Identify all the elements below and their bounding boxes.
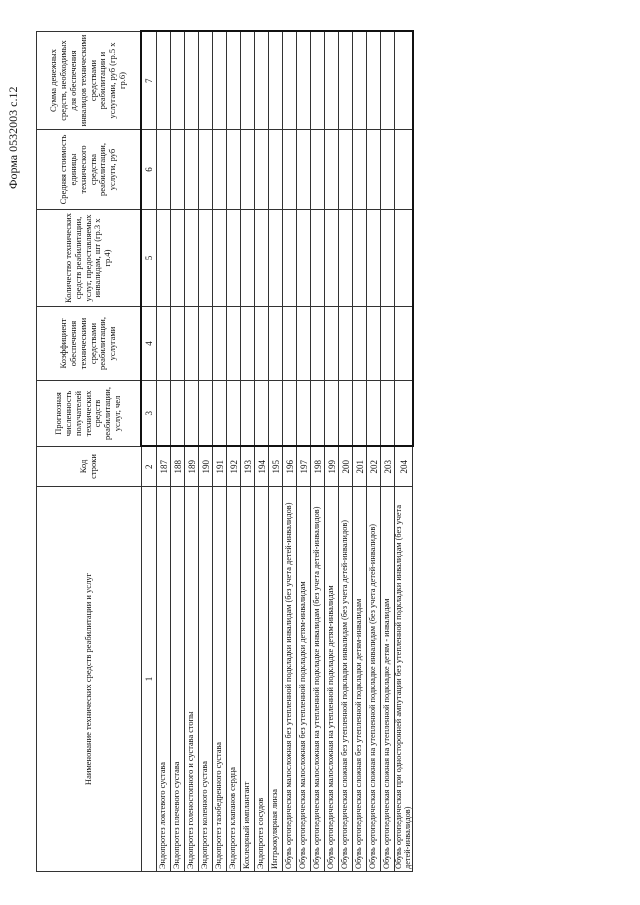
row-code: 196	[283, 447, 297, 487]
empty-cell	[395, 130, 413, 210]
empty-cell	[269, 32, 283, 130]
col-number: 5	[141, 210, 157, 307]
empty-cell	[339, 307, 353, 381]
row-code: 197	[297, 447, 311, 487]
row-name: Обувь ортопедическая сложная на утепленной подкладке детям - инвалидам	[381, 487, 395, 872]
empty-cell	[381, 307, 395, 381]
empty-cell	[185, 32, 199, 130]
empty-cell	[185, 307, 199, 381]
empty-cell	[325, 307, 339, 381]
empty-cell	[395, 32, 413, 130]
table-row	[255, 32, 269, 872]
empty-cell	[325, 210, 339, 307]
empty-cell	[311, 130, 325, 210]
empty-cell	[353, 210, 367, 307]
row-code: 188	[171, 447, 185, 487]
row-name: Обувь ортопедическая сложная без утепленной подкладки инвалидам (без учета детей-инвалидов)	[339, 487, 353, 872]
row-code: 204	[395, 447, 413, 487]
empty-cell	[171, 210, 185, 307]
empty-cell	[297, 381, 311, 447]
header-code: Код строки	[37, 447, 142, 487]
empty-cell	[381, 32, 395, 130]
empty-cell	[227, 307, 241, 381]
table-body	[157, 32, 413, 872]
row-name: Эндопротез сосудов	[255, 487, 269, 872]
empty-cell	[185, 381, 199, 447]
empty-cell	[199, 32, 213, 130]
row-name: Эндопротез клапанов сердца	[227, 487, 241, 872]
table-row	[395, 32, 413, 872]
empty-cell	[325, 32, 339, 130]
table-row	[199, 32, 213, 872]
row-code: 189	[185, 447, 199, 487]
empty-cell	[241, 307, 255, 381]
empty-cell	[157, 32, 171, 130]
table-row	[213, 32, 227, 872]
report-table	[36, 31, 414, 873]
empty-cell	[269, 130, 283, 210]
table-row	[283, 32, 297, 872]
empty-cell	[367, 381, 381, 447]
table-row	[241, 32, 255, 872]
empty-cell	[185, 210, 199, 307]
header-avg-cost: Средняя стоимость единицы технического средства реабилитации, услуги, руб	[37, 130, 142, 210]
empty-cell	[199, 307, 213, 381]
empty-cell	[255, 130, 269, 210]
table-row	[325, 32, 339, 872]
empty-cell	[199, 130, 213, 210]
column-number-row	[141, 32, 157, 872]
row-code: 198	[311, 447, 325, 487]
row-name: Эндопротез плечевого сустава	[171, 487, 185, 872]
empty-cell	[367, 32, 381, 130]
empty-cell	[395, 381, 413, 447]
empty-cell	[339, 130, 353, 210]
empty-cell	[283, 130, 297, 210]
empty-cell	[241, 210, 255, 307]
empty-cell	[367, 130, 381, 210]
row-name: Обувь ортопедическая малосложная на утепленной подкладке инвалидам (без учета детей-инвалидов)	[311, 487, 325, 872]
empty-cell	[311, 210, 325, 307]
header-coefficient: Коэффициент обеспечения техническими средствами реабилитации, услугами	[37, 307, 142, 381]
empty-cell	[213, 130, 227, 210]
row-name: Обувь ортопедическая при односторонней ампутации без утепленной подкладки инвалидам (без учета детей-инвалидов)	[395, 487, 413, 872]
empty-cell	[297, 32, 311, 130]
empty-cell	[255, 307, 269, 381]
row-code: 195	[269, 447, 283, 487]
row-name: Обувь ортопедическая сложная без утепленной подкладки детям-инвалидам	[353, 487, 367, 872]
table-row	[297, 32, 311, 872]
row-name: Кохлеарный имплантант	[241, 487, 255, 872]
empty-cell	[157, 307, 171, 381]
empty-cell	[157, 130, 171, 210]
empty-cell	[171, 130, 185, 210]
row-name: Обувь ортопедическая малосложная на утепленной подкладке детям-инвалидам	[325, 487, 339, 872]
empty-cell	[241, 130, 255, 210]
empty-cell	[213, 210, 227, 307]
row-name: Эндопротез тазобедренного сустава	[213, 487, 227, 872]
row-code: 190	[199, 447, 213, 487]
empty-cell	[227, 210, 241, 307]
col-number: 1	[141, 487, 157, 872]
empty-cell	[311, 381, 325, 447]
header-total-sum: Сумма денежных средств, необходимых для обеспечения инвалидов техническими средствами реабилитации и услугами, руб (гр.5 х гр.6)	[37, 32, 142, 130]
empty-cell	[297, 307, 311, 381]
empty-cell	[283, 210, 297, 307]
empty-cell	[241, 381, 255, 447]
table-row	[157, 32, 171, 872]
empty-cell	[269, 307, 283, 381]
empty-cell	[325, 381, 339, 447]
row-name: Интраокулярная линза	[269, 487, 283, 872]
row-code: 193	[241, 447, 255, 487]
empty-cell	[353, 130, 367, 210]
row-code: 191	[213, 447, 227, 487]
empty-cell	[171, 307, 185, 381]
table-row	[311, 32, 325, 872]
row-name: Эндопротез голеностопного и сустава стопы	[185, 487, 199, 872]
row-name: Обувь ортопедическая сложная на утепленной подкладке инвалидам (без учета детей-инвалидов)	[367, 487, 381, 872]
table-row	[227, 32, 241, 872]
empty-cell	[395, 210, 413, 307]
empty-cell	[213, 381, 227, 447]
row-code: 194	[255, 447, 269, 487]
table-row	[269, 32, 283, 872]
empty-cell	[311, 32, 325, 130]
row-name: Обувь ортопедическая малосложная без утепленной подкладки детям-инвалидам	[297, 487, 311, 872]
col-number: 7	[141, 32, 157, 130]
empty-cell	[381, 130, 395, 210]
empty-cell	[255, 32, 269, 130]
row-name: Эндопротез локтевого сустава	[157, 487, 171, 872]
empty-cell	[381, 210, 395, 307]
empty-cell	[283, 307, 297, 381]
empty-cell	[339, 381, 353, 447]
empty-cell	[227, 130, 241, 210]
row-code: 187	[157, 447, 171, 487]
empty-cell	[227, 32, 241, 130]
empty-cell	[367, 307, 381, 381]
empty-cell	[367, 210, 381, 307]
row-name: Эндопротез коленного сустава	[199, 487, 213, 872]
empty-cell	[213, 32, 227, 130]
empty-cell	[381, 381, 395, 447]
empty-cell	[157, 210, 171, 307]
empty-cell	[283, 381, 297, 447]
table-row	[339, 32, 353, 872]
table-row	[171, 32, 185, 872]
col-number: 6	[141, 130, 157, 210]
row-name: Обувь ортопедическая малосложная без утепленной подкладки инвалидам (без учета детей-инвалидов)	[283, 487, 297, 872]
empty-cell	[171, 32, 185, 130]
empty-cell	[283, 32, 297, 130]
empty-cell	[227, 381, 241, 447]
row-code: 200	[339, 447, 353, 487]
row-code: 203	[381, 447, 395, 487]
header-row	[37, 32, 142, 872]
col-number: 3	[141, 381, 157, 447]
col-number: 4	[141, 307, 157, 381]
empty-cell	[297, 210, 311, 307]
form-label: Форма 0532003 с.12	[6, 86, 20, 189]
row-code: 201	[353, 447, 367, 487]
empty-cell	[339, 32, 353, 130]
empty-cell	[339, 210, 353, 307]
empty-cell	[199, 381, 213, 447]
header-quantity: Количество технических средств реабилитации, услуг, предоставляемых инвалидам, шт (гр.3 х гр.4)	[37, 210, 142, 307]
col-number: 2	[141, 447, 157, 487]
empty-cell	[199, 210, 213, 307]
empty-cell	[241, 32, 255, 130]
header-name: Наименование технических средств реабилитации и услуг	[37, 487, 142, 872]
table-row	[367, 32, 381, 872]
empty-cell	[297, 130, 311, 210]
empty-cell	[353, 32, 367, 130]
empty-cell	[395, 307, 413, 381]
row-code: 199	[325, 447, 339, 487]
header-recipients: Прогнозная численность получателей технических средств реабилитации, услуг, чел	[37, 381, 142, 447]
empty-cell	[185, 130, 199, 210]
empty-cell	[311, 307, 325, 381]
empty-cell	[269, 381, 283, 447]
empty-cell	[353, 307, 367, 381]
row-code: 202	[367, 447, 381, 487]
empty-cell	[325, 130, 339, 210]
empty-cell	[255, 210, 269, 307]
empty-cell	[353, 381, 367, 447]
empty-cell	[255, 381, 269, 447]
table-row	[185, 32, 199, 872]
table-row	[353, 32, 367, 872]
table-row	[381, 32, 395, 872]
empty-cell	[213, 307, 227, 381]
empty-cell	[157, 381, 171, 447]
empty-cell	[171, 381, 185, 447]
empty-cell	[269, 210, 283, 307]
row-code: 192	[227, 447, 241, 487]
